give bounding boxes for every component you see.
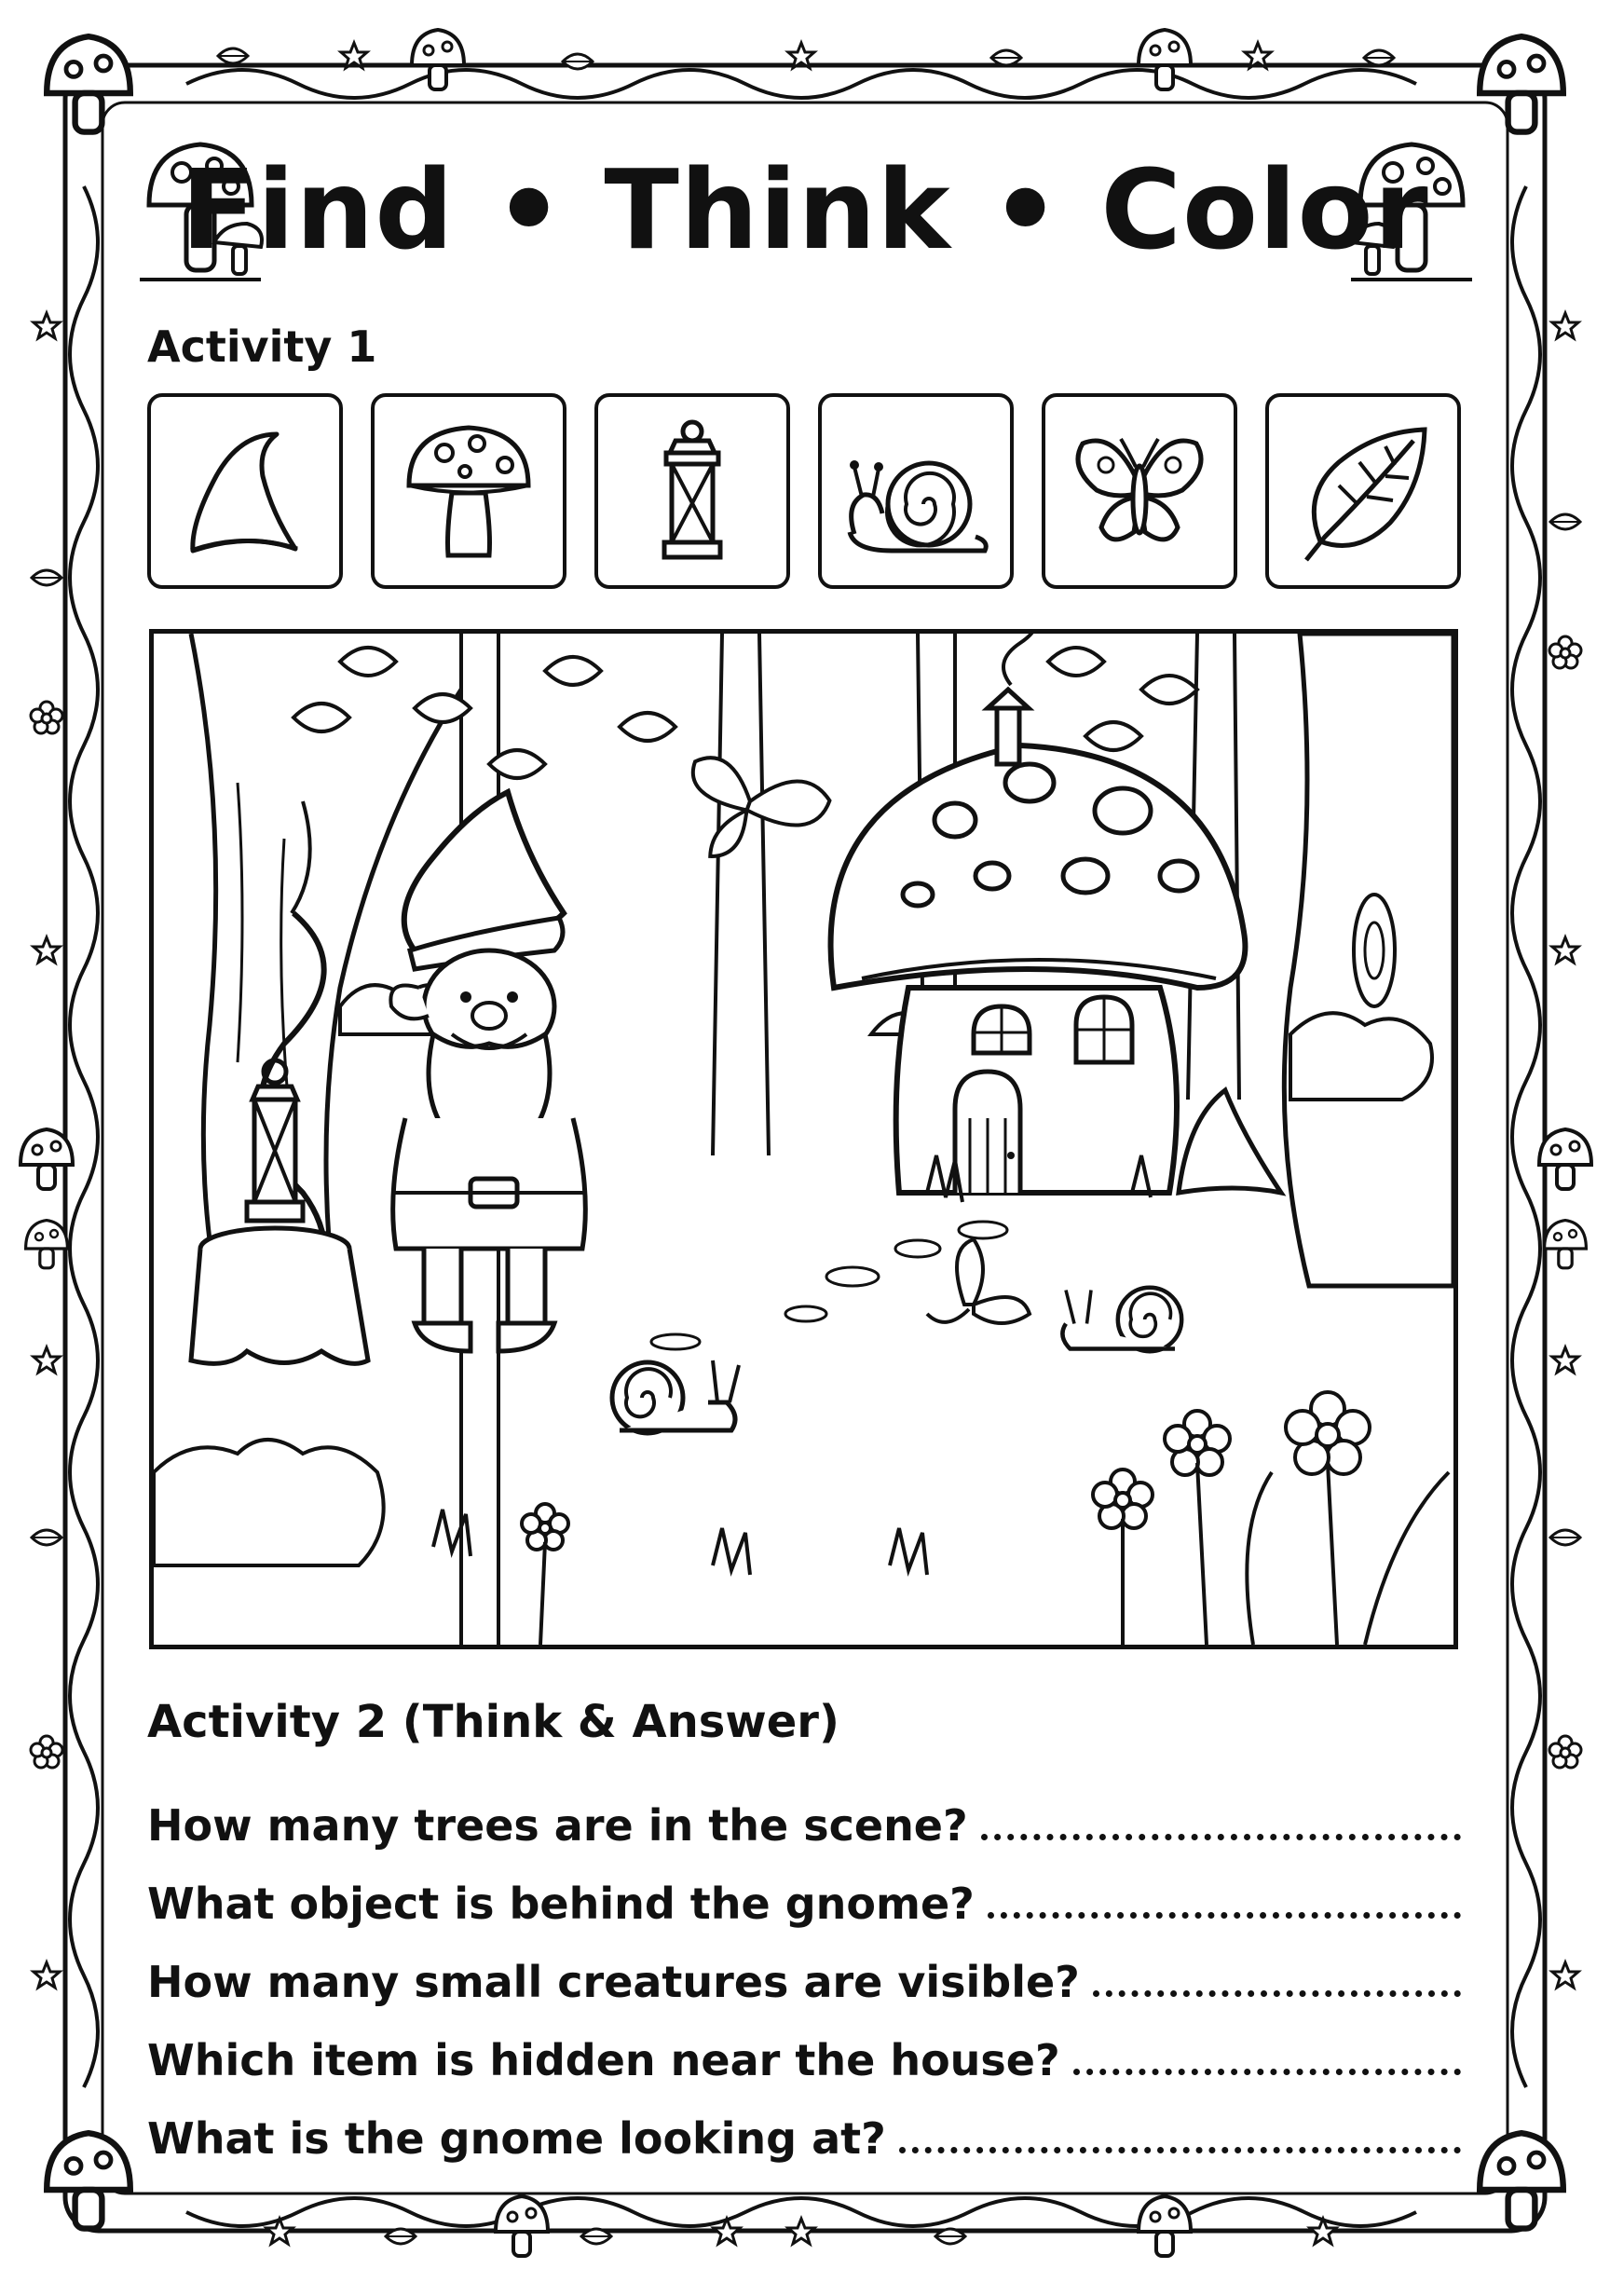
find-item-hat[interactable] <box>147 393 343 589</box>
activity1-heading: Activity 1 <box>147 321 377 372</box>
find-item-mushroom[interactable] <box>371 393 566 589</box>
tree-trunk-2 <box>713 634 769 1155</box>
answer-line[interactable] <box>899 2147 1461 2153</box>
question-row <box>147 1932 1461 2010</box>
find-item-snail[interactable] <box>818 393 1014 589</box>
question-list <box>147 1775 1461 2166</box>
lantern-icon <box>612 411 772 571</box>
find-items-row <box>147 393 1461 593</box>
gnome-hat-icon <box>165 411 325 571</box>
hidden-gnome-hat <box>1179 1090 1281 1193</box>
snail-right <box>1062 1288 1181 1351</box>
snail-center <box>612 1360 739 1433</box>
big-tree-right <box>1284 634 1453 1286</box>
page-title: Find • Think • Color <box>181 145 1429 274</box>
question-text: How many small creatures are visible? <box>147 1957 1080 2007</box>
forest-scene-illustration <box>154 634 1453 1645</box>
question-row <box>147 1775 1461 1853</box>
butterfly-top <box>666 744 833 888</box>
butterfly-icon <box>1059 411 1220 571</box>
answer-line[interactable] <box>1073 2069 1461 2075</box>
find-item-leaf[interactable] <box>1265 393 1461 589</box>
question-text: What is the gnome looking at? <box>147 2113 886 2164</box>
mushroom-icon <box>389 411 549 571</box>
snail-icon <box>836 411 996 571</box>
butterfly-ground <box>927 1239 1030 1323</box>
activity2-heading: Activity 2 (Think & Answer) <box>147 1696 839 1748</box>
find-item-lantern[interactable] <box>594 393 790 589</box>
leaf-icon <box>1283 411 1443 571</box>
question-row <box>147 1853 1461 1932</box>
question-row <box>147 2088 1461 2166</box>
find-item-butterfly[interactable] <box>1042 393 1237 589</box>
question-text: How many trees are in the scene? <box>147 1800 968 1851</box>
gnome <box>390 792 585 1351</box>
answer-line[interactable] <box>1093 1990 1461 1997</box>
forest-scene[interactable] <box>149 629 1458 1649</box>
question-text: What object is behind the gnome? <box>147 1879 975 1929</box>
mushroom-house <box>831 634 1246 1193</box>
answer-line[interactable] <box>988 1912 1461 1919</box>
question-text: Which item is hidden near the house? <box>147 2035 1060 2085</box>
question-row <box>147 2010 1461 2088</box>
answer-line[interactable] <box>981 1834 1461 1840</box>
